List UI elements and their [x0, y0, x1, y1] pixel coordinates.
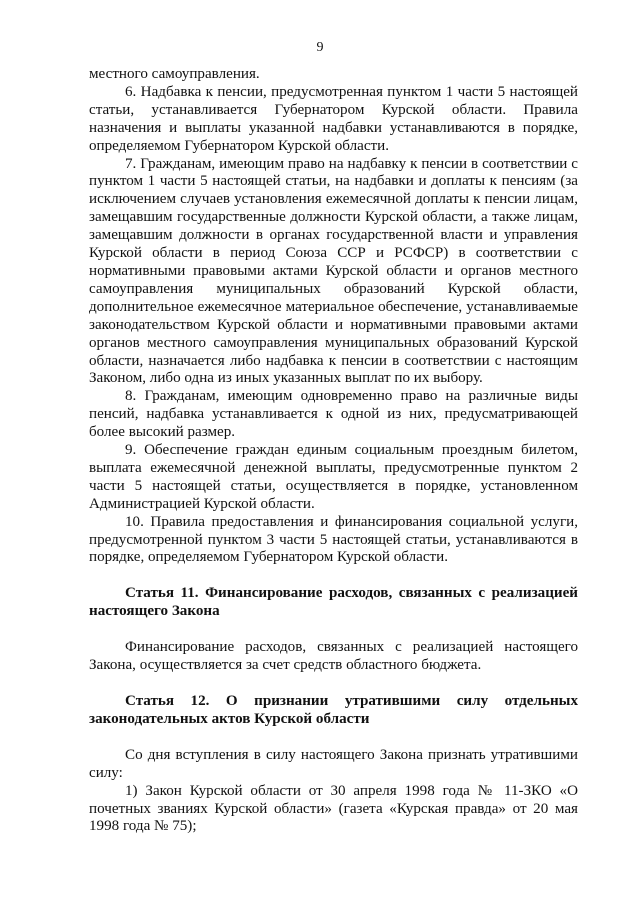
article-11-text: Финансирование расходов, связанных с реализацией настоящего Закона, осуществляется за счет средств областного бюджета.: [89, 639, 578, 674]
spacer: [89, 567, 578, 585]
article-11-heading: Статья 11. Финансирование расходов, связанных с реализацией настоящего Закона: [89, 585, 578, 620]
spacer: [89, 621, 578, 639]
paragraph-6: 6. Надбавка к пенсии, предусмотренная пунктом 1 части 5 настоящей статьи, устанавливается Губернатором Курской области. Правила назначения и выплаты указанной надбавки устанавливаются в порядке, определяемом Губернатором Курской области.: [89, 83, 578, 154]
paragraph-8: 8. Гражданам, имеющим одновременно право на различные виды пенсий, надбавка устанавливается к одной из них, предусматривающей более высокий размер.: [89, 388, 578, 441]
spacer: [89, 675, 578, 693]
paragraph-continuation: местного самоуправления.: [89, 66, 260, 82]
paragraph-9: 9. Обеспечение граждан единым социальным проездным билетом, выплата ежемесячной денежной выплаты, предусмотренные пунктом 2 части 5 настоящей статьи, осуществляется в порядке, установленном Администрацией Курской области.: [89, 442, 578, 512]
article-12-intro: Со дня вступления в силу настоящего Закона признать утратившими силу:: [89, 746, 578, 781]
spacer: [89, 729, 578, 747]
page-number: 9: [316, 40, 324, 55]
paragraph-10: 10. Правила предоставления и финансирования социальной услуги, предусмотренной пунктом 3 части 5 настоящей статьи, устанавливаются в порядке, определяемом Губернатором Курской области.: [89, 513, 578, 566]
article-12-heading: Статья 12. О признании утратившими силу отдельных законодательных актов Курской области: [89, 693, 578, 727]
document-body: [89, 66, 578, 836]
article-12-item-1: 1) Закон Курской области от 30 апреля 1998 года № 11-ЗКО «О почетных званиях Курской области» (газета «Курская правда» от 20 мая 1998 года № 75);: [89, 782, 578, 835]
paragraph-7: 7. Гражданам, имеющим право на надбавку к пенсии в соответствии с пунктом 1 части 5 настоящей статьи, на надбавки и доплаты к пенсиям (за исключением случаев установления ежемесячной доплаты к пенсии лицам, замещавшим государственные должности Курской области, а также лицам, замещавшим должности в органах государственной власти и управления Курской области в период Союза ССР и РСФСР) в соответствии с нормативными правовыми актами Курской области и органов местного самоуправления муниципальных образований Курской области, дополнительное ежемесячное материальное обеспечение, устанавливаемые законодательством Курской области и нормативными правовыми актами органов местного самоуправления муниципальных образований Курской области, назначается либо надбавка к пенсии в соответствии с настоящим Законом, либо одна из иных указанных выплат по их выбору.: [89, 155, 578, 387]
